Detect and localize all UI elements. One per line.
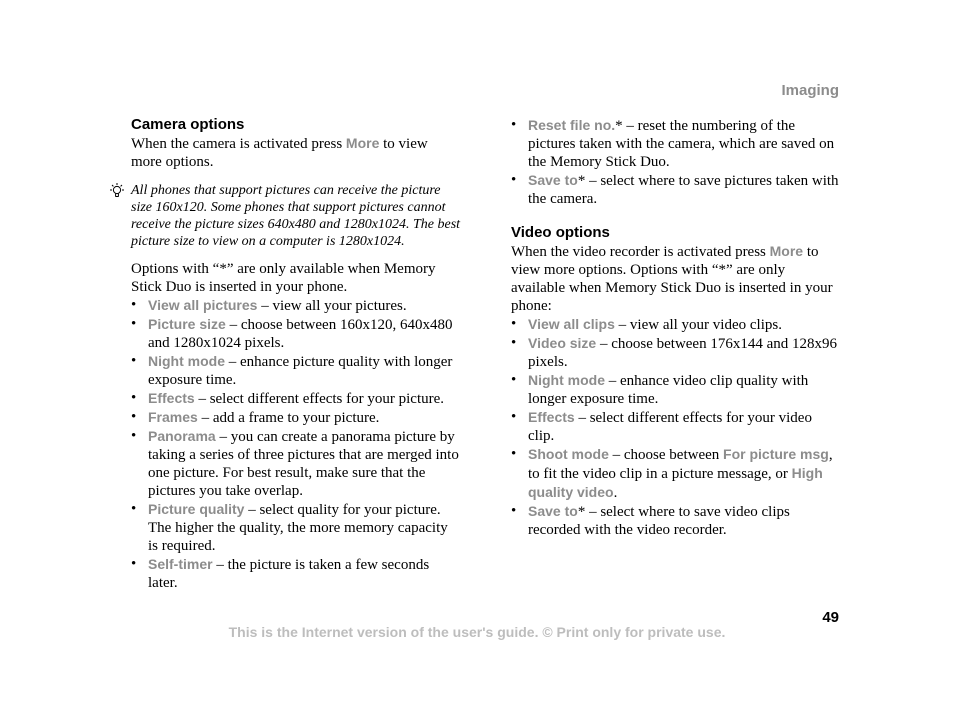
footer-note: This is the Internet version of the user's guide. © Print only for private use. [228, 624, 726, 640]
more-key: More [345, 135, 380, 151]
list-item: • Save to* – select where to save video clips recorded with the video recorder. [511, 502, 841, 539]
camera-options-heading: Camera options [131, 116, 245, 133]
list-item: • View all pictures – view all your pictures. [131, 296, 461, 315]
video-options-heading: Video options [511, 224, 610, 241]
list-item: • Night mode – enhance picture quality with longer exposure time. [131, 352, 461, 389]
tip-note [131, 182, 461, 250]
list-item: • Shoot mode – choose between For picture msg, to fit the video clip in a picture message, or High quality video. [511, 445, 841, 502]
list-item: • Self-timer – the picture is taken a few seconds later. [131, 555, 461, 592]
camera-options-list [131, 296, 461, 592]
video-options-list [511, 315, 841, 539]
list-item: • Picture quality – select quality for your picture. The higher the quality, the more memory capacity is required. [131, 500, 461, 555]
section-title: Imaging [781, 82, 839, 99]
more-key: More [769, 243, 804, 259]
right-column [511, 116, 841, 539]
camera-options-list-continued [511, 116, 841, 208]
list-item: • Video size – choose between 176x144 and 128x96 pixels. [511, 334, 841, 371]
list-item: • Frames – add a frame to your picture. [131, 408, 461, 427]
list-item: • Picture size – choose between 160x120, 640x480 and 1280x1024 pixels. [131, 315, 461, 352]
camera-options-intro: When the camera is activated press More to view more options. [131, 135, 428, 170]
list-item: • View all clips – view all your video clips. [511, 315, 841, 334]
list-item: • Night mode – enhance video clip quality with longer exposure time. [511, 371, 841, 408]
list-item: • Effects – select different effects for your picture. [131, 389, 461, 408]
list-item: • Effects – select different effects for your video clip. [511, 408, 841, 445]
availability-note: Options with “*” are only available when Memory Stick Duo is inserted in your phone. [131, 261, 436, 295]
list-item: • Panorama – you can create a panorama picture by taking a series of three pictures that are merged into one picture. For best result, make sure that the pictures you take overlap. [131, 427, 461, 500]
video-options-intro: When the video recorder is activated press More to view more options. Options with “*” are only available when Memory Stick Duo is inserted in your phone: [511, 243, 833, 314]
list-item: • Reset file no.* – reset the numbering of the pictures taken with the camera, which are saved on the Memory Stick Duo. [511, 116, 841, 171]
tip-text: All phones that support pictures can receive the picture size 160x120. Some phones that support pictures cannot receive the picture sizes 640x480 and 1280x1024. The best picture size to view on a computer is 1280x1024. [131, 183, 461, 249]
lightbulb-icon [108, 182, 126, 202]
list-item: • Save to* – select where to save pictures taken with the camera. [511, 171, 841, 208]
page-number: 49 [822, 609, 839, 626]
left-column [131, 116, 461, 592]
